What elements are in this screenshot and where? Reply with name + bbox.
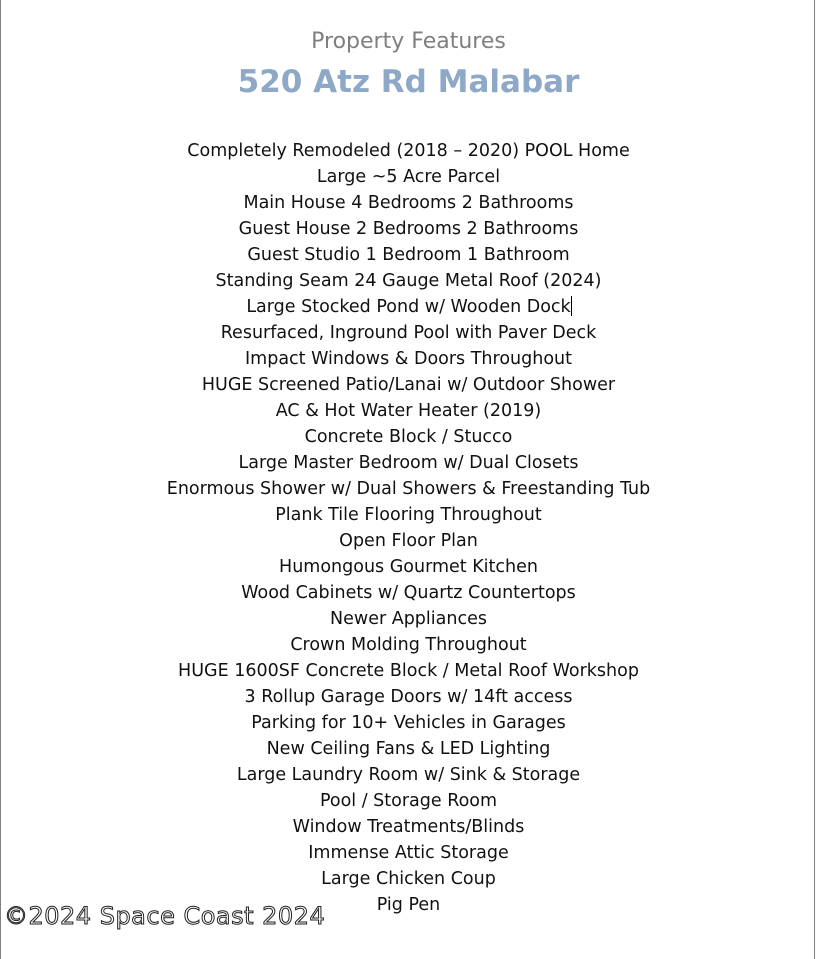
feature-item: Window Treatments/Blinds (292, 817, 525, 837)
feature-item: Parking for 10+ Vehicles in Garages (251, 713, 566, 733)
feature-item: Standing Seam 24 Gauge Metal Roof (2024) (215, 271, 602, 291)
feature-item: Pool / Storage Room (319, 791, 498, 811)
feature-item: Large Chicken Coup (321, 869, 496, 889)
feature-item: Open Floor Plan (339, 531, 478, 551)
feature-item: Impact Windows & Doors Throughout (245, 349, 572, 369)
feature-item: AC & Hot Water Heater (2019) (275, 401, 542, 421)
feature-item: Plank Tile Flooring Throughout (275, 505, 542, 525)
feature-item: Large ~5 Acre Parcel (316, 167, 501, 187)
feature-item: Large Laundry Room w/ Sink & Storage (236, 765, 581, 785)
feature-item: Guest Studio 1 Bedroom 1 Bathroom (247, 245, 570, 265)
feature-item: Humongous Gourmet Kitchen (279, 557, 538, 577)
feature-item: Newer Appliances (330, 609, 487, 629)
feature-item: HUGE Screened Patio/Lanai w/ Outdoor Shower (201, 375, 616, 395)
feature-item: Crown Molding Throughout (290, 635, 527, 655)
feature-item: Main House 4 Bedrooms 2 Bathrooms (243, 193, 574, 213)
feature-item: New Ceiling Fans & LED Lighting (266, 739, 551, 759)
copyright-watermark: ©2024 Space Coast 2024 (4, 902, 326, 930)
text-cursor (571, 296, 572, 316)
feature-item: Completely Remodeled (2018 – 2020) POOL Home (187, 141, 630, 161)
feature-item: Guest House 2 Bedrooms 2 Bathrooms (238, 219, 579, 239)
feature-item: Large Master Bedroom w/ Dual Closets (238, 453, 579, 473)
feature-item: Concrete Block / Stucco (304, 427, 513, 447)
feature-item: Pig Pen (376, 895, 441, 915)
feature-list (1, 138, 816, 918)
feature-item: Resurfaced, Inground Pool with Paver Deck (220, 323, 597, 343)
feature-item: Wood Cabinets w/ Quartz Countertops (241, 583, 576, 603)
feature-item: Immense Attic Storage (308, 843, 509, 863)
document-title: 520 Atz Rd Malabar (237, 64, 580, 100)
document-subtitle: Property Features (311, 29, 506, 54)
feature-item: Enormous Shower w/ Dual Showers & Freestanding Tub (166, 479, 651, 499)
feature-item: 3 Rollup Garage Doors w/ 14ft access (244, 687, 573, 707)
feature-item: HUGE 1600SF Concrete Block / Metal Roof Workshop (178, 661, 639, 681)
feature-item: Large Stocked Pond w/ Wooden Dock (246, 297, 571, 317)
